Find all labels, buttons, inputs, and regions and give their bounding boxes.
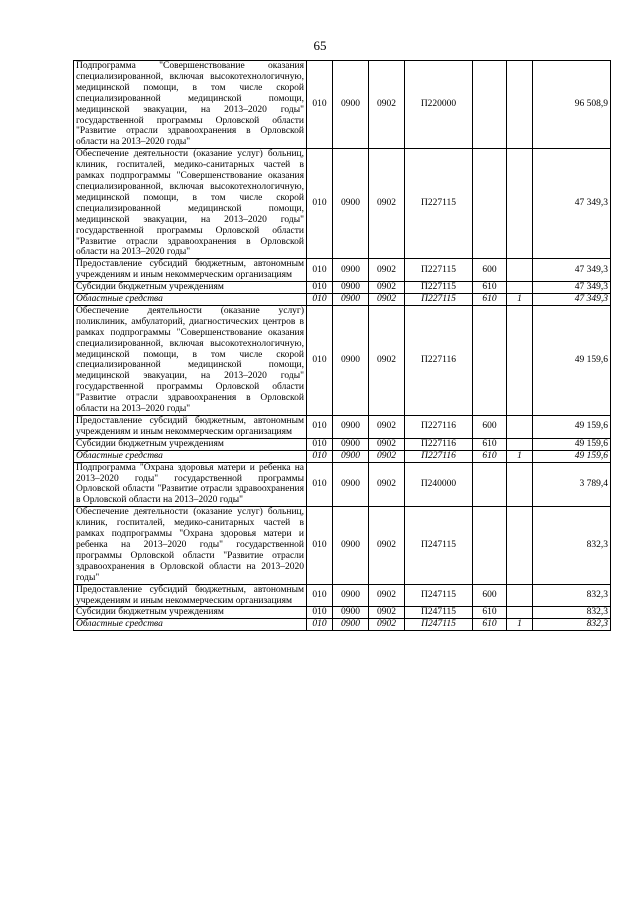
row-target-article-code: П247115 xyxy=(405,584,473,607)
row-target-article-code: П227115 xyxy=(405,282,473,294)
row-target-article-code: П240000 xyxy=(405,462,473,507)
row-target-article-code: П247115 xyxy=(405,607,473,619)
row-amount: 832,3 xyxy=(533,507,611,584)
row-target-article-code: П227116 xyxy=(405,450,473,462)
row-expense-type-code xyxy=(473,462,507,507)
row-name: Подпрограмма "Совершенствование оказания специализированной, включая высокотехнологичную, медицинской помощи, в том числе скорой специализированной медицинской помощи, медицинской эвакуации, на 2013–2020 годы" государственной программы Орловской области "Развитие отрасли здравоохранения в Орловской области на 2013–2020 годы" xyxy=(74,61,307,149)
row-funding-source xyxy=(507,149,533,259)
row-target-article-code: П227115 xyxy=(405,294,473,306)
row-funding-source xyxy=(507,61,533,149)
row-subsection-code: 0902 xyxy=(369,584,405,607)
row-funding-source xyxy=(507,305,533,415)
row-grbs-code: 010 xyxy=(307,61,333,149)
row-subsection-code: 0902 xyxy=(369,507,405,584)
row-grbs-code: 010 xyxy=(307,149,333,259)
row-subsection-code: 0902 xyxy=(369,61,405,149)
row-name: Субсидии бюджетным учреждениям xyxy=(74,607,307,619)
row-amount: 47 349,3 xyxy=(533,259,611,282)
row-grbs-code: 010 xyxy=(307,584,333,607)
row-expense-type-code xyxy=(473,305,507,415)
row-name: Обеспечение деятельности (оказание услуг) больниц, клиник, госпиталей, медико-санитарных частей в рамках подпрограммы "Совершенствование оказания специализированной, включая высокотехнологичную, медицинской помощи, в том числе скорой специализированной медицинской помощи, медицинской эвакуации, на 2013–2020 годы" государственной программы Орловской области "Развитие отрасли здравоохранения в Орловской области на 2013–2020 годы" xyxy=(74,149,307,259)
row-amount: 47 349,3 xyxy=(533,282,611,294)
row-grbs-code: 010 xyxy=(307,259,333,282)
row-grbs-code: 010 xyxy=(307,294,333,306)
row-section-code: 0900 xyxy=(333,61,369,149)
row-funding-source xyxy=(507,462,533,507)
row-grbs-code: 010 xyxy=(307,438,333,450)
row-expense-type-code: 610 xyxy=(473,450,507,462)
row-amount: 832,3 xyxy=(533,619,611,631)
row-funding-source xyxy=(507,259,533,282)
row-expense-type-code: 600 xyxy=(473,416,507,439)
row-target-article-code: П247115 xyxy=(405,619,473,631)
row-subsection-code: 0902 xyxy=(369,294,405,306)
row-expense-type-code: 610 xyxy=(473,294,507,306)
row-name: Обеспечение деятельности (оказание услуг) поликлиник, амбулаторий, диагностических центров в рамках подпрограммы "Совершенствование оказания специализированной, включая высокотехнологичную, медицинской помощи, в том числе скорой специализированной медицинской помощи, медицинской эвакуации, на 2013–2020 годы" государственной программы Орловской области "Развитие отрасли здравоохранения в Орловской области на 2013–2020 годы" xyxy=(74,305,307,415)
row-subsection-code: 0902 xyxy=(369,305,405,415)
row-subsection-code: 0902 xyxy=(369,282,405,294)
table-row xyxy=(74,607,611,619)
row-grbs-code: 010 xyxy=(307,416,333,439)
row-name: Предоставление субсидий бюджетным, автономным учреждениям и иным некоммерческим организациям xyxy=(74,259,307,282)
row-amount: 96 508,9 xyxy=(533,61,611,149)
row-funding-source: 1 xyxy=(507,619,533,631)
row-expense-type-code xyxy=(473,149,507,259)
row-section-code: 0900 xyxy=(333,294,369,306)
row-name: Субсидии бюджетным учреждениям xyxy=(74,282,307,294)
row-expense-type-code: 610 xyxy=(473,438,507,450)
row-expense-type-code: 600 xyxy=(473,584,507,607)
row-funding-source xyxy=(507,584,533,607)
table-row xyxy=(74,61,611,149)
table-body xyxy=(74,61,611,631)
row-funding-source xyxy=(507,282,533,294)
row-section-code: 0900 xyxy=(333,149,369,259)
table-row xyxy=(74,305,611,415)
row-name: Областные средства xyxy=(74,450,307,462)
row-expense-type-code xyxy=(473,61,507,149)
row-funding-source: 1 xyxy=(507,450,533,462)
row-amount: 3 789,4 xyxy=(533,462,611,507)
row-grbs-code: 010 xyxy=(307,462,333,507)
table-row xyxy=(74,584,611,607)
row-name: Подпрограмма "Охрана здоровья матери и ребенка на 2013–2020 годы" государственной программы Орловской области "Развитие отрасли здравоохранения в Орловской области на 2013–2020 годы" xyxy=(74,462,307,507)
row-subsection-code: 0902 xyxy=(369,416,405,439)
row-name: Предоставление субсидий бюджетным, автономным учреждениям и иным некоммерческим организациям xyxy=(74,584,307,607)
row-target-article-code: П227116 xyxy=(405,438,473,450)
row-expense-type-code: 600 xyxy=(473,259,507,282)
table-row xyxy=(74,416,611,439)
row-subsection-code: 0902 xyxy=(369,259,405,282)
row-target-article-code: П227115 xyxy=(405,259,473,282)
table-row xyxy=(74,259,611,282)
row-grbs-code: 010 xyxy=(307,450,333,462)
row-amount: 832,3 xyxy=(533,607,611,619)
row-amount: 49 159,6 xyxy=(533,305,611,415)
row-target-article-code: П247115 xyxy=(405,507,473,584)
row-name: Областные средства xyxy=(74,619,307,631)
row-expense-type-code xyxy=(473,507,507,584)
row-subsection-code: 0902 xyxy=(369,607,405,619)
row-name: Предоставление субсидий бюджетным, автономным учреждениям и иным некоммерческим организациям xyxy=(74,416,307,439)
row-name: Обеспечение деятельности (оказание услуг) больниц, клиник, госпиталей, медико-санитарных частей в рамках подпрограммы "Охрана здоровья матери и ребенка на 2013–2020 годы" государственной программы Орловской области "Развитие отрасли здравоохранения в Орловской области на 2013–2020 годы" xyxy=(74,507,307,584)
row-amount: 49 159,6 xyxy=(533,438,611,450)
row-grbs-code: 010 xyxy=(307,282,333,294)
row-expense-type-code: 610 xyxy=(473,282,507,294)
row-grbs-code: 010 xyxy=(307,305,333,415)
row-section-code: 0900 xyxy=(333,416,369,439)
budget-table xyxy=(73,60,611,631)
table-row xyxy=(74,438,611,450)
row-target-article-code: П227115 xyxy=(405,149,473,259)
row-subsection-code: 0902 xyxy=(369,619,405,631)
row-subsection-code: 0902 xyxy=(369,462,405,507)
table-row xyxy=(74,450,611,462)
table-row xyxy=(74,294,611,306)
row-subsection-code: 0902 xyxy=(369,438,405,450)
row-expense-type-code: 610 xyxy=(473,619,507,631)
row-section-code: 0900 xyxy=(333,507,369,584)
row-funding-source xyxy=(507,607,533,619)
row-funding-source xyxy=(507,438,533,450)
row-target-article-code: П227116 xyxy=(405,416,473,439)
row-section-code: 0900 xyxy=(333,450,369,462)
row-amount: 47 349,3 xyxy=(533,149,611,259)
row-name: Областные средства xyxy=(74,294,307,306)
row-grbs-code: 010 xyxy=(307,507,333,584)
row-section-code: 0900 xyxy=(333,259,369,282)
row-target-article-code: П227116 xyxy=(405,305,473,415)
row-subsection-code: 0902 xyxy=(369,149,405,259)
row-grbs-code: 010 xyxy=(307,619,333,631)
row-name: Субсидии бюджетным учреждениям xyxy=(74,438,307,450)
row-expense-type-code: 610 xyxy=(473,607,507,619)
row-target-article-code: П220000 xyxy=(405,61,473,149)
table-row xyxy=(74,462,611,507)
table-row xyxy=(74,619,611,631)
table-row xyxy=(74,149,611,259)
row-section-code: 0900 xyxy=(333,282,369,294)
row-section-code: 0900 xyxy=(333,619,369,631)
table-row xyxy=(74,507,611,584)
row-section-code: 0900 xyxy=(333,305,369,415)
table-row xyxy=(74,282,611,294)
row-section-code: 0900 xyxy=(333,584,369,607)
row-subsection-code: 0902 xyxy=(369,450,405,462)
row-funding-source xyxy=(507,507,533,584)
row-grbs-code: 010 xyxy=(307,607,333,619)
row-amount: 49 159,6 xyxy=(533,450,611,462)
row-amount: 832,3 xyxy=(533,584,611,607)
row-section-code: 0900 xyxy=(333,607,369,619)
row-section-code: 0900 xyxy=(333,438,369,450)
row-funding-source xyxy=(507,416,533,439)
row-amount: 47 349,3 xyxy=(533,294,611,306)
row-amount: 49 159,6 xyxy=(533,416,611,439)
row-section-code: 0900 xyxy=(333,462,369,507)
page-number: 65 xyxy=(313,38,327,53)
row-funding-source: 1 xyxy=(507,294,533,306)
